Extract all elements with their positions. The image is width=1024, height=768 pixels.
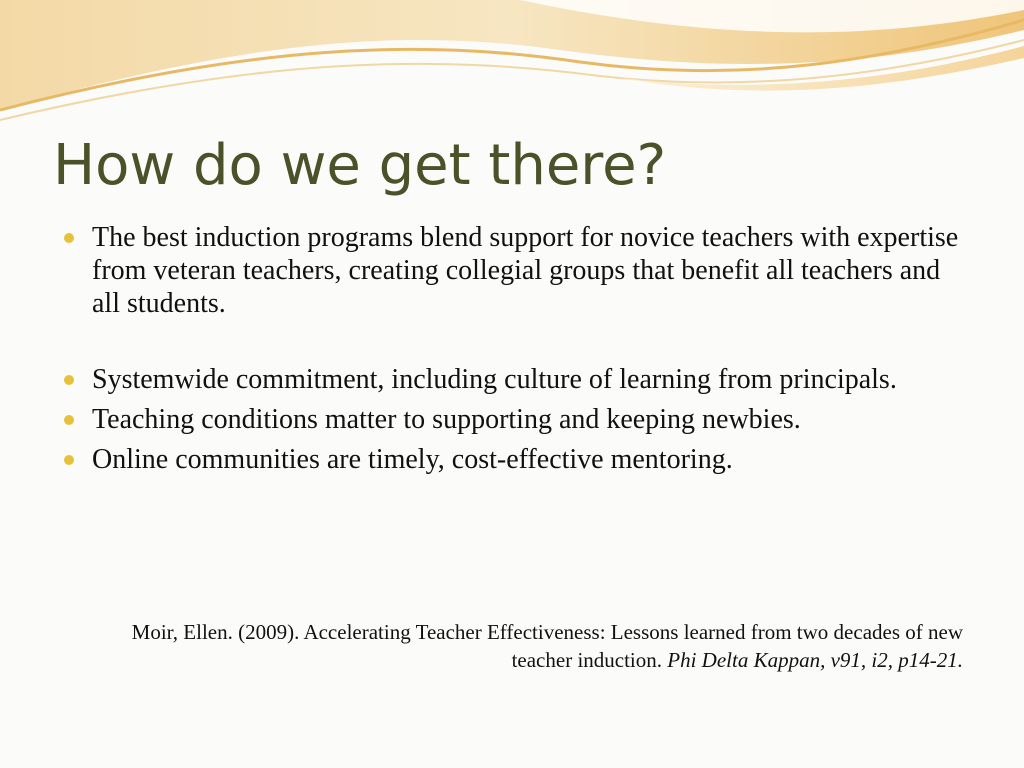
bullet-list bbox=[64, 221, 964, 476]
bullet-text: Teaching conditions matter to supporting and keeping newbies. bbox=[92, 404, 801, 435]
bullet-text: Online communities are timely, cost-effective mentoring. bbox=[92, 444, 733, 475]
list-item bbox=[64, 443, 964, 476]
citation-text: Moir, Ellen. (2009). Accelerating Teacher Effectiveness: Lessons learned from two decades of new teacher induction. bbox=[131, 620, 963, 672]
citation-journal: Phi Delta Kappan, v91, i2, p14-21. bbox=[667, 648, 963, 672]
list-item bbox=[64, 363, 964, 396]
bullet-dot-icon bbox=[64, 455, 74, 465]
citation bbox=[120, 618, 963, 674]
list-item bbox=[64, 221, 964, 320]
slide-title: How do we get there? bbox=[53, 133, 667, 198]
decorative-wave-header bbox=[0, 0, 1024, 130]
bullet-dot-icon bbox=[64, 233, 74, 243]
list-item bbox=[64, 403, 964, 436]
bullet-dot-icon bbox=[64, 415, 74, 425]
bullet-text: The best induction programs blend support for novice teachers with expertise from veteran teachers, creating collegial groups that benefit all teachers and all students. bbox=[92, 222, 959, 319]
bullet-dot-icon bbox=[64, 375, 74, 385]
bullet-text: Systemwide commitment, including culture of learning from principals. bbox=[92, 364, 897, 395]
